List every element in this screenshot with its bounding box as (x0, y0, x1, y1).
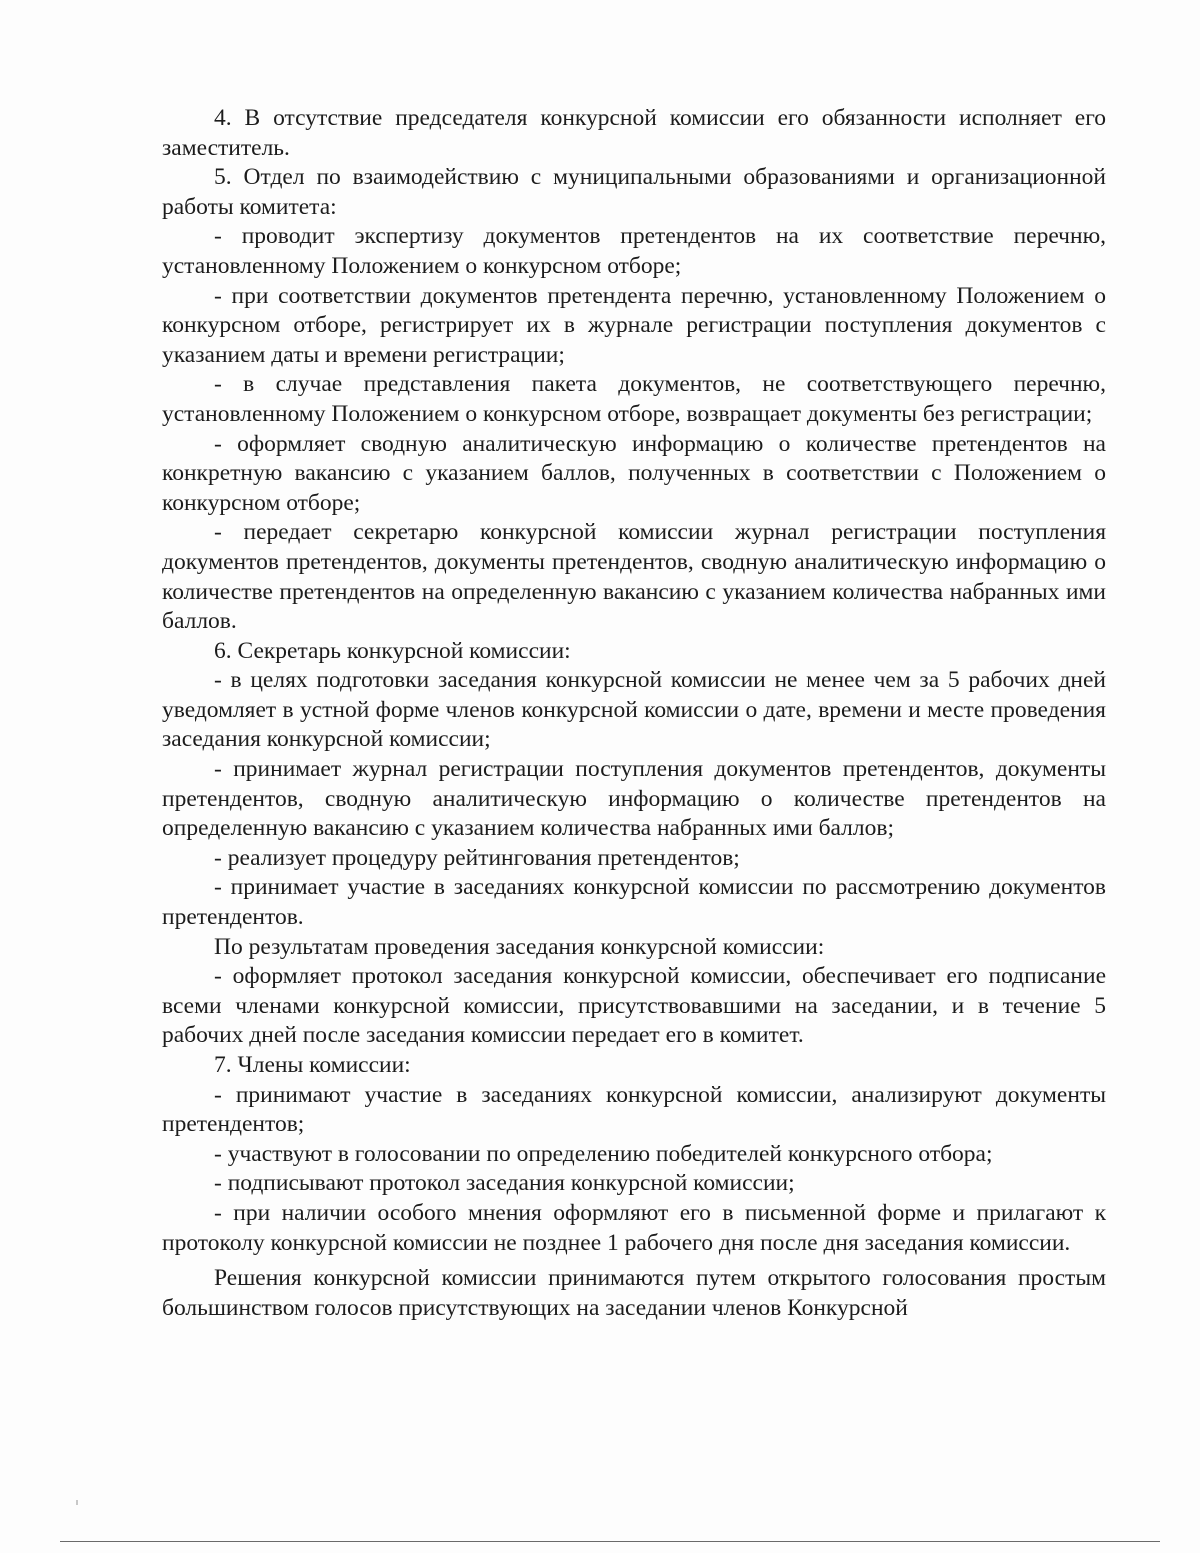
list-item: - оформляет сводную аналитическую информацию о количестве претендентов на конкретную вакансию с указанием баллов, полученных в соответствии с Положением о конкурсном отборе; (162, 430, 1106, 516)
document-body (162, 104, 1106, 1323)
page-bottom-rule (60, 1541, 1160, 1542)
list-item: - принимает журнал регистрации поступления документов претендентов, документы претендентов, сводную аналитическую информацию о количестве претендентов на определенную вакансию с указанием количества набранных ими баллов; (162, 756, 1106, 842)
list-item: - при наличии особого мнения оформляют его в письменной форме и прилагают к протоколу конкурсной комиссии не позднее 1 рабочего дня после дня заседания комиссии. (162, 1199, 1106, 1256)
list-item: - проводит экспертизу документов претендентов на их соответствие перечню, установленному Положением о конкурсном отборе; (162, 223, 1106, 279)
list-item: - при соответствии документов претендента перечню, установленному Положением о конкурсном отборе, регистрирует их в журнале регистрации поступления документов с указанием даты и времени регистрации; (162, 282, 1106, 368)
list-item: - в целях подготовки заседания конкурсной комиссии не менее чем за 5 рабочих дней уведомляет в устной форме членов конкурсной комиссии о дате, времени и месте проведения заседания конкурсной комиссии; (162, 667, 1106, 753)
paragraph-results-heading: По результатам проведения заседания конкурсной комиссии: (214, 933, 825, 960)
paragraph-item-7: 7. Члены комиссии: (214, 1052, 411, 1078)
list-item: - принимают участие в заседаниях конкурсной комиссии, анализируют документы претендентов; (162, 1081, 1106, 1138)
list-item: - в случае представления пакета документов, не соответствующего перечню, установленному Положением о конкурсном отборе, возвращает документы без регистрации; (162, 371, 1106, 427)
list-item: - принимает участие в заседаниях конкурсной комиссии по рассмотрению документов претендентов. (162, 874, 1106, 931)
list-item: - реализует процедуру рейтингования претендентов; (214, 844, 740, 871)
list-item: - передает секретарю конкурсной комиссии журнал регистрации поступления документов претендентов, документы претендентов, сводную аналитическую информацию о количестве претендентов на определенную вакансию с указанием количества набранных ими баллов. (162, 519, 1106, 635)
list-item: - оформляет протокол заседания конкурсной комиссии, обеспечивает его подписание всеми членами конкурсной комиссии, присутствовавшими на заседании, и в течение 5 рабочих дней после заседания комиссии передает его в комитет. (162, 963, 1106, 1049)
list-item: - подписывают протокол заседания конкурсной комиссии; (214, 1170, 795, 1197)
paragraph-item-4: 4. В отсутствие председателя конкурсной комиссии его обязанности исполняет его заместитель. (162, 105, 1106, 161)
paragraph-item-6: 6. Секретарь конкурсной комиссии: (214, 637, 571, 664)
scan-speck (76, 1500, 78, 1505)
list-item: - участвуют в голосовании по определению победителей конкурсного отбора; (214, 1140, 993, 1167)
paragraph-decisions: Решения конкурсной комиссии принимаются путем открытого голосования простым большинством голосов присутствующих на заседании членов Конкурсной (162, 1265, 1106, 1321)
paragraph-item-5: 5. Отдел по взаимодействию с муниципальными образованиями и организационной работы комитета: (162, 164, 1106, 220)
